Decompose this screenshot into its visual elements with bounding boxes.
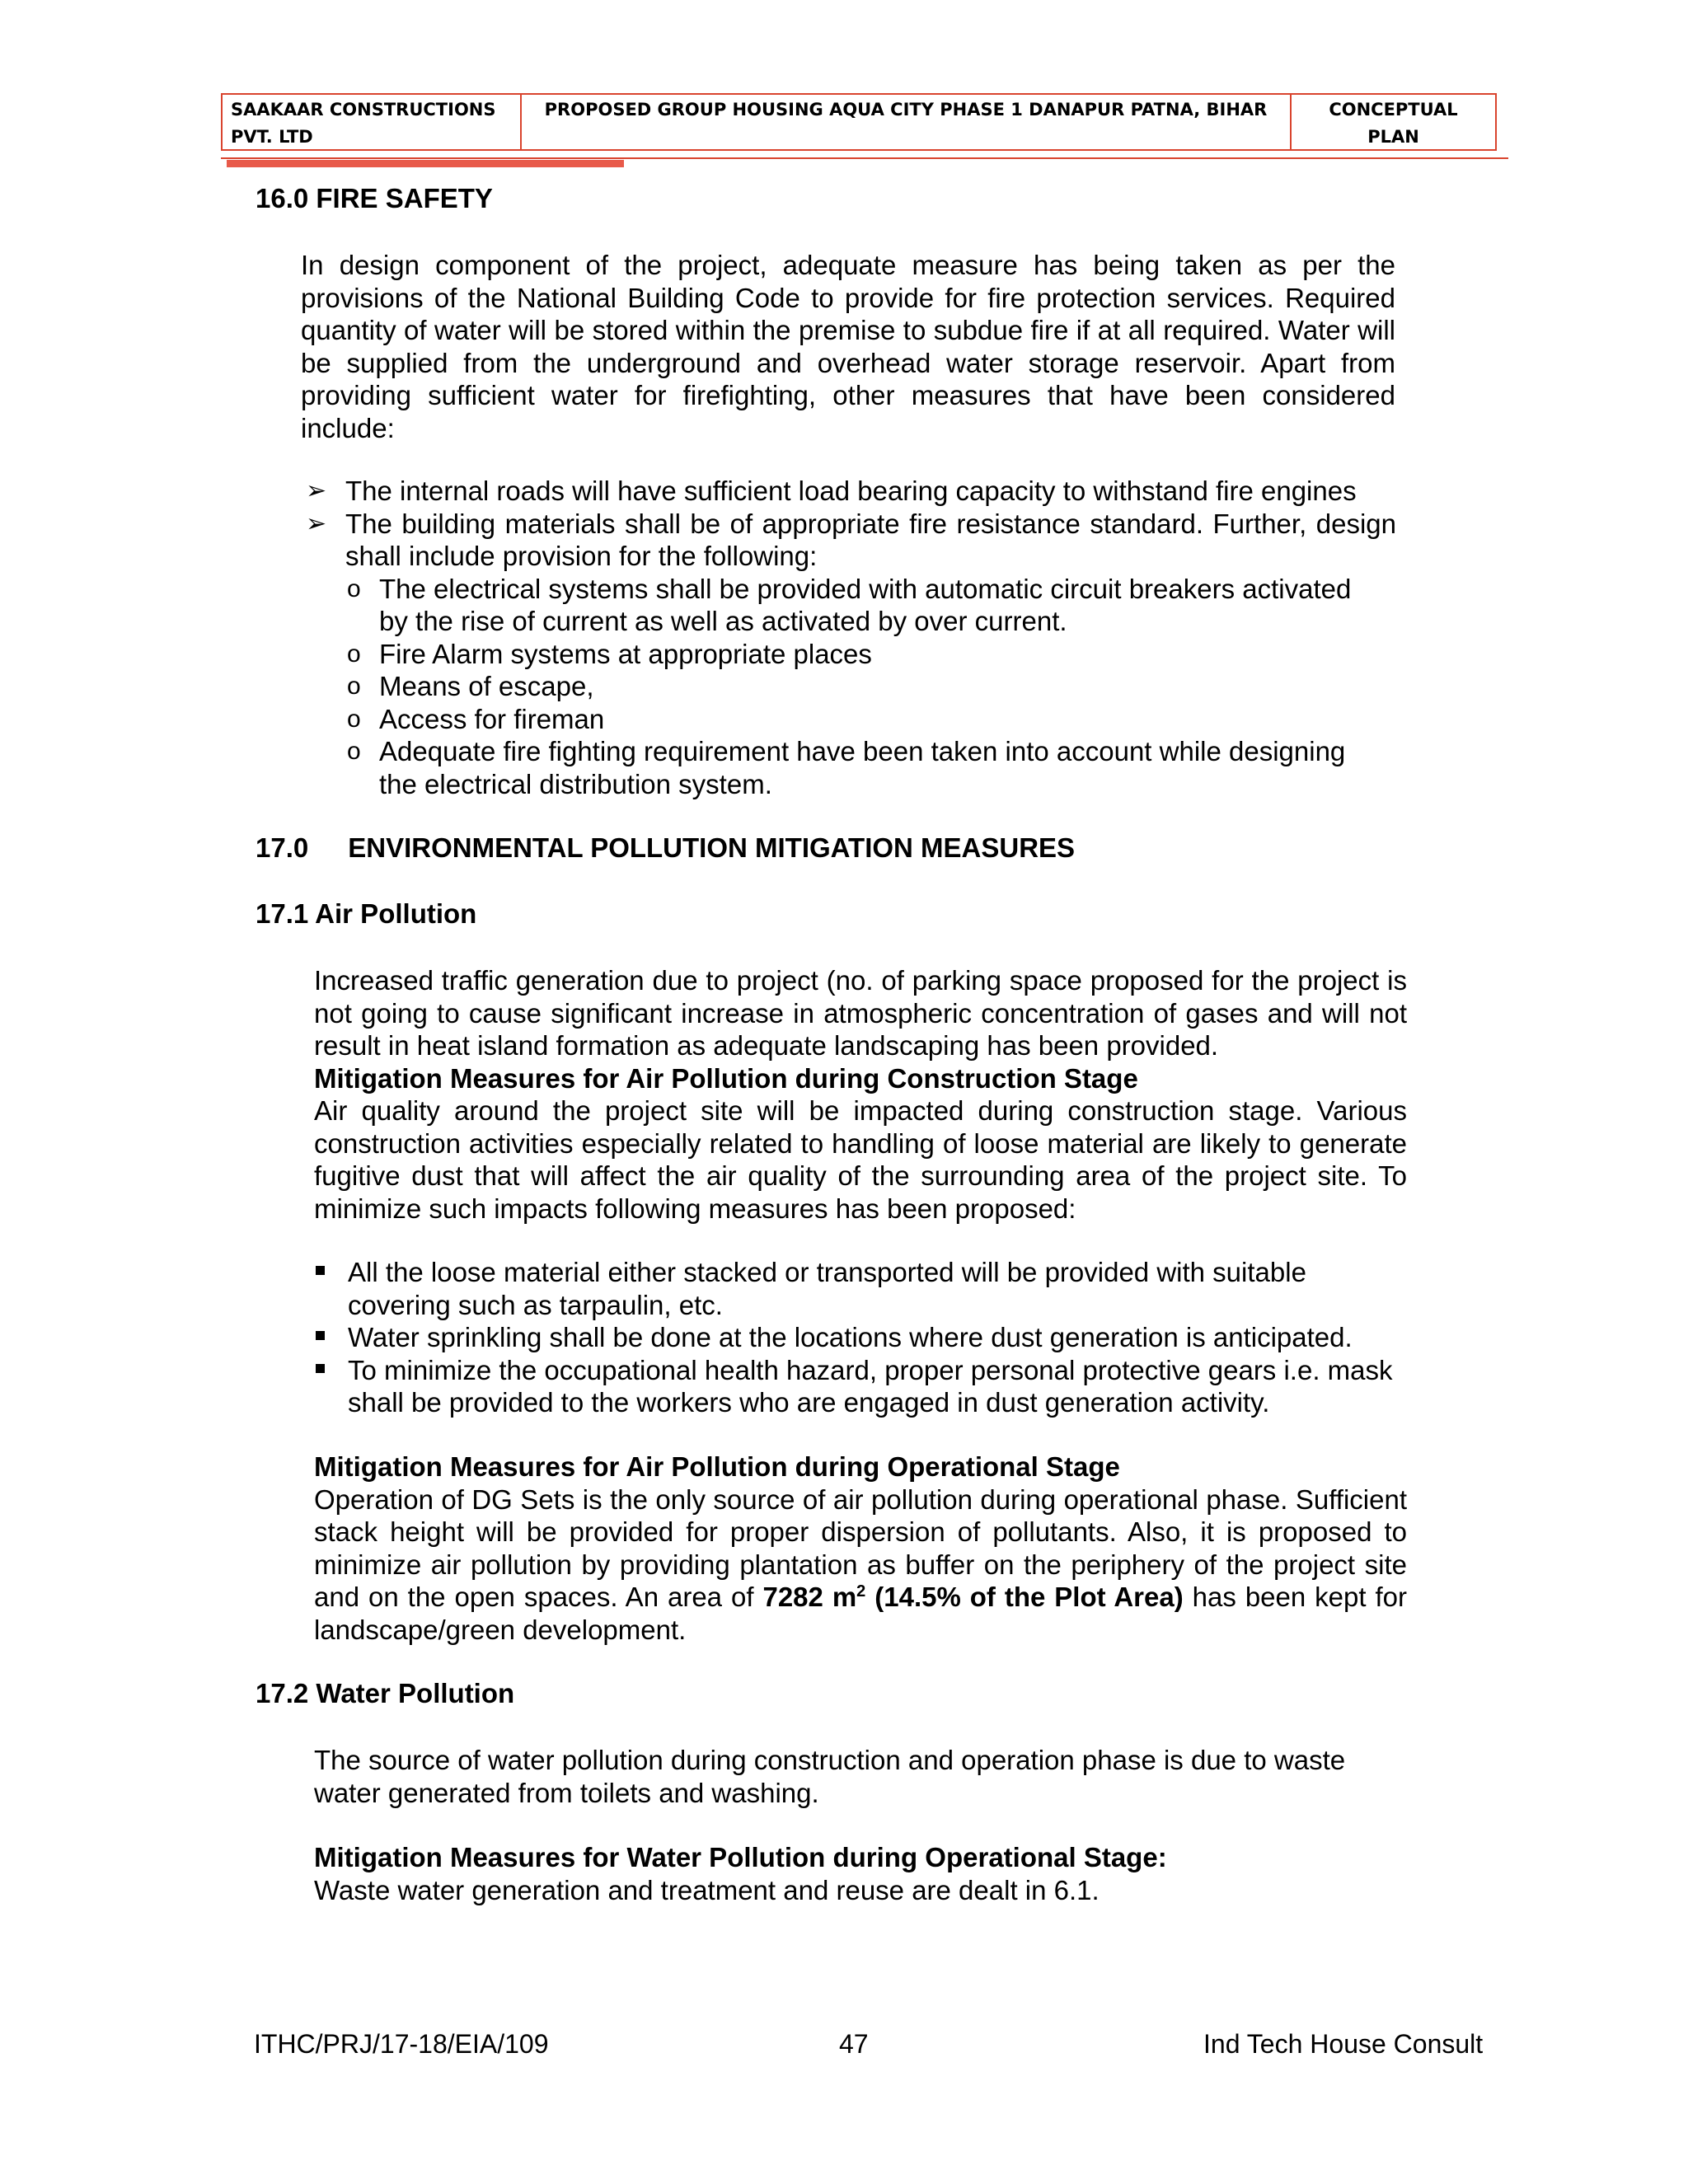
- section-17-2-heading: 17.2 Water Pollution: [256, 1678, 515, 1708]
- list-item: o Means of escape,: [347, 671, 594, 701]
- air-pollution-intro: Increased traffic generation due to project (no. of parking space proposed for the project is not going to cause significant increase in atmospheric concentration of gases and will not result in heat island formation as adequate landscaping has been provided.: [314, 965, 1407, 1061]
- list-item: ➢ The building materials shall be of appropriate fire resistance standard. Further, design shall include provision for the following: o The electrical systems shall be provided with automatic circuit breakers activated by the rise of current as well as activated by over current. o Fire Alarm systems at appropriate places o Means of escape, o Access for fireman o Adequate fire fighting requirement have been taken into account while designing the electrical distribution system.: [306, 508, 1396, 799]
- circle-bullet-icon: o: [347, 640, 361, 668]
- section-17-number: 17.0: [256, 832, 309, 863]
- list-item: o The electrical systems shall be provided with automatic circuit breakers activated by the rise of current as well as activated by over current.: [347, 573, 1352, 636]
- header-project: PROPOSED GROUP HOUSING AQUA CITY PHASE 1 DANAPUR PATNA, BIHAR: [522, 95, 1292, 149]
- construction-measures-list: [314, 1256, 1407, 1419]
- circle-bullet-icon: o: [347, 738, 361, 765]
- list-item: o Adequate fire fighting requirement have been taken into account while designing the electrical distribution system.: [347, 736, 1346, 799]
- water-operational-block: [314, 1841, 1407, 1906]
- section-17-title: ENVIRONMENTAL POLLUTION MITIGATION MEASURES: [348, 832, 1076, 863]
- list-item: ➢ The internal roads will have sufficient load bearing capacity to withstand fire engines: [306, 476, 1357, 506]
- circle-bullet-icon: o: [347, 574, 361, 602]
- circle-bullet-icon: o: [347, 705, 361, 733]
- footer-page-number: 47: [839, 2029, 869, 2059]
- header-plan: CONCEPTUAL PLAN: [1329, 100, 1458, 147]
- list-item: All the loose material either stacked or transported will be provided with suitable covering such as tarpaulin, etc.: [314, 1256, 1407, 1321]
- construction-stage-heading: Mitigation Measures for Air Pollution during Construction Stage: [314, 1062, 1138, 1094]
- arrow-bullet-icon: ➢: [306, 477, 327, 504]
- operational-stage-block: [314, 1451, 1407, 1646]
- water-operational-heading: Mitigation Measures for Water Pollution during Operational Stage:: [314, 1842, 1167, 1872]
- footer-ref: ITHC/PRJ/17-18/EIA/109: [254, 2029, 549, 2059]
- water-pollution-text: The source of water pollution during construction and operation phase is due to waste water generated from toilets and washing.: [314, 1745, 1346, 1808]
- header-accent-bar: [227, 160, 624, 167]
- list-item: Water sprinkling shall be done at the locations where dust generation is anticipated.: [314, 1321, 1407, 1354]
- circle-bullet-icon: o: [347, 673, 361, 700]
- section-16-body: [301, 249, 1395, 444]
- square-bullet-icon: [316, 1266, 325, 1275]
- water-operational-text: Waste water generation and treatment and reuse are dealt in 6.1.: [314, 1874, 1100, 1905]
- section-17-heading: [256, 832, 1075, 864]
- list-item: o Fire Alarm systems at appropriate places: [347, 638, 872, 669]
- square-bullet-icon: [316, 1331, 325, 1340]
- section-16-heading: 16.0 FIRE SAFETY: [256, 183, 493, 213]
- fire-safety-list: [301, 475, 1405, 800]
- air-pollution-body: [314, 964, 1407, 1225]
- header-company: SAAKAAR CONSTRUCTIONS PVT. LTD: [223, 95, 522, 149]
- operational-stage-text: Operation of DG Sets is the only source of air pollution during operational phase. Sufficient stack height will be provided for proper dispersion of pollutants. Also, it is proposed to minimize air pollution by providing plantation as buffer on the periphery of the project site and on the open spaces. An area of 7282 $m^2$ (14.5% of the Plot Area) has been kept for landscape/green development.: [314, 1483, 1408, 1645]
- list-item: o Access for fireman: [347, 703, 605, 734]
- footer-consultant: Ind Tech House Consult: [1203, 2029, 1484, 2059]
- arrow-bullet-icon: ➢: [306, 509, 327, 537]
- section-17-1-heading: 17.1 Air Pollution: [256, 898, 477, 929]
- list-item: To minimize the occupational health hazard, proper personal protective gears i.e. mask shall be provided to the workers who are engaged in dust generation activity.: [314, 1354, 1407, 1419]
- construction-stage-text: Air quality around the project site will be impacted during construction stage. Various construction activities especially related to handling of loose material are likely to generate fugitive dust that will affect the air quality of the surrounding area of the project site. To minimize such impacts following measures has been proposed:: [314, 1095, 1407, 1224]
- square-bullet-icon: [316, 1364, 325, 1373]
- operational-stage-heading: Mitigation Measures for Air Pollution during Operational Stage: [314, 1451, 1120, 1482]
- water-pollution-body: [314, 1744, 1407, 1809]
- landscape-area-value: 7282 $m^2$ (14.5% of the Plot Area): [762, 1582, 1184, 1612]
- header-table: [221, 93, 1497, 151]
- header-divider: [221, 157, 1508, 159]
- fire-safety-intro: In design component of the project, adequate measure has being taken as per the provisions of the National Building Code to provide for fire protection services. Required quantity of water will be stored within the premise to subdue fire if at all required. Water will be supplied from the underground and overhead water storage reservoir. Apart from providing sufficient water for firefighting, other measures that have been considered include:: [301, 250, 1395, 443]
